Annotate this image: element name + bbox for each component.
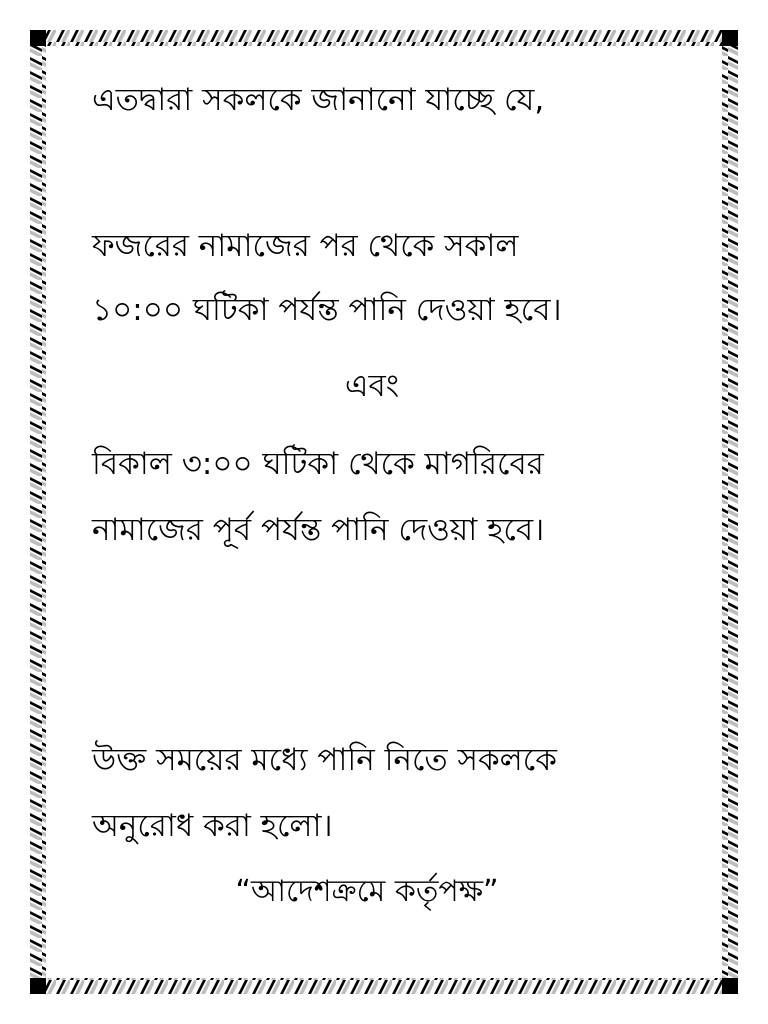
request-line-2: অনুরোধ করা হলো। <box>92 808 333 844</box>
afternoon-schedule-line-2: নামাজের পূর্ব পর্যন্ত পানি দেওয়া হবে। <box>92 512 545 548</box>
afternoon-schedule-line-1: বিকাল ৩:০০ ঘটিকা থেকে মাগরিবের <box>92 446 544 482</box>
morning-schedule-line-1: ফজরের নামাজের পর থেকে সকাল <box>92 228 519 264</box>
signature-authority: “আদেশক্রমে কর্তৃপক্ষ” <box>235 874 499 909</box>
conjunction-line: এবং <box>344 368 400 404</box>
notice-body <box>92 0 712 1024</box>
morning-schedule-line-2: ১০:০০ ঘটিকা পর্যন্ত পানি দেওয়া হবে। <box>92 292 562 328</box>
intro-line: এতদ্বারা সকলকে জানানো যাচ্ছে যে, <box>92 82 545 118</box>
request-line-1: উক্ত সময়ের মধ্যে পানি নিতে সকলকে <box>92 742 557 778</box>
